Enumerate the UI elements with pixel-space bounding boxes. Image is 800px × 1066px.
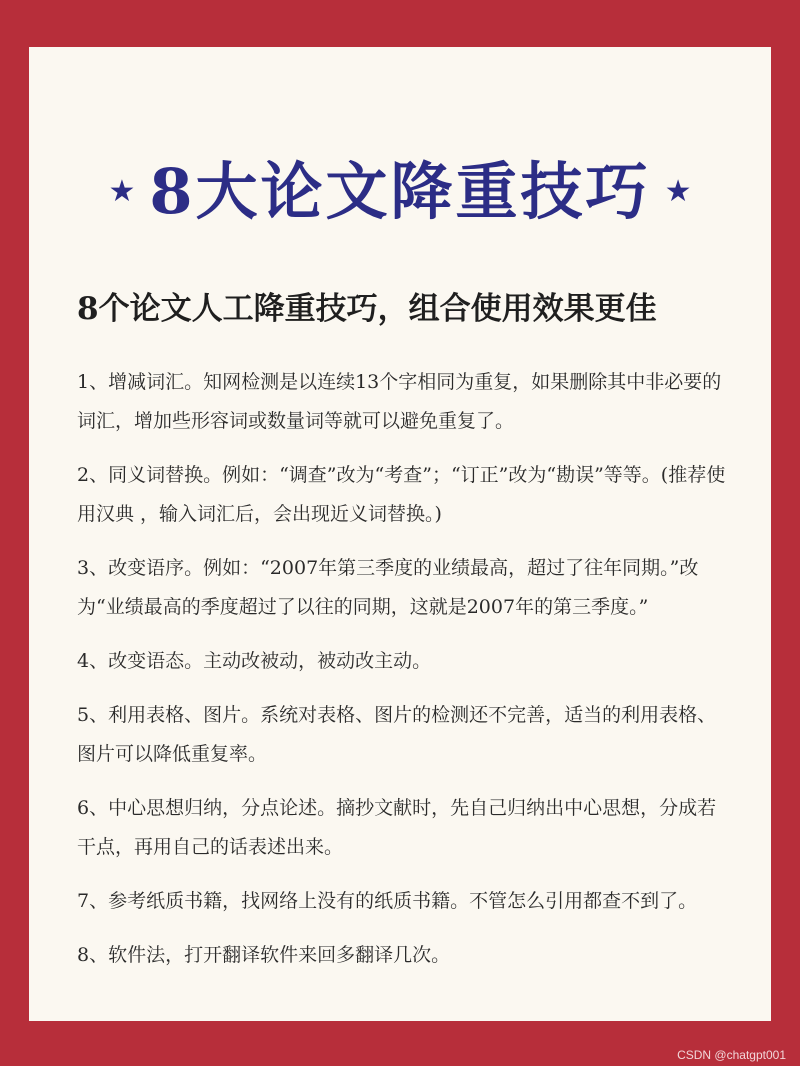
title-row	[29, 147, 771, 237]
subtitle: 8个论文人工降重技巧，组合使用效果更佳	[77, 291, 657, 327]
tip-8: 8、软件法，打开翻译软件来回多翻译几次。	[77, 944, 451, 966]
content-card	[29, 47, 771, 1021]
tip-1: 1、增减词汇。知网检测是以连续13个字相同为重复，如果删除其中非必要的词汇，增加些形容词或数量词等就可以避免重复了。	[77, 371, 722, 432]
tip-3: 3、改变语序。例如：“2007年第三季度的业绩最高，超过了往年同期。”改为“业绩最高的季度超过了以往的同期，这就是2007年的第三季度。”	[77, 557, 699, 618]
tip-7: 7、参考纸质书籍，找网络上没有的纸质书籍。不管怎么引用都查不到了。	[77, 890, 698, 912]
tips-list	[77, 363, 727, 990]
star-right-icon: ★	[664, 174, 692, 209]
star-left-icon: ★	[108, 174, 136, 209]
page-title: 8大论文降重技巧	[149, 155, 651, 228]
tip-2: 2、同义词替换。例如：“调查”改为“考查”；“订正”改为“勘误”等等。(推荐使用汉典 ，输入词汇后，会出现近义词替换。)	[77, 464, 726, 525]
watermark: CSDN @chatgpt001	[677, 1048, 786, 1062]
tip-4: 4、改变语态。主动改被动，被动改主动。	[77, 650, 432, 672]
tip-5: 5、利用表格、图片。系统对表格、图片的检测还不完善，适当的利用表格、图片可以降低重复率。	[77, 704, 717, 765]
tip-6: 6、中心思想归纳，分点论述。摘抄文献时，先自己归纳出中心思想，分成若干点，再用自己的话表述出来。	[77, 797, 717, 858]
